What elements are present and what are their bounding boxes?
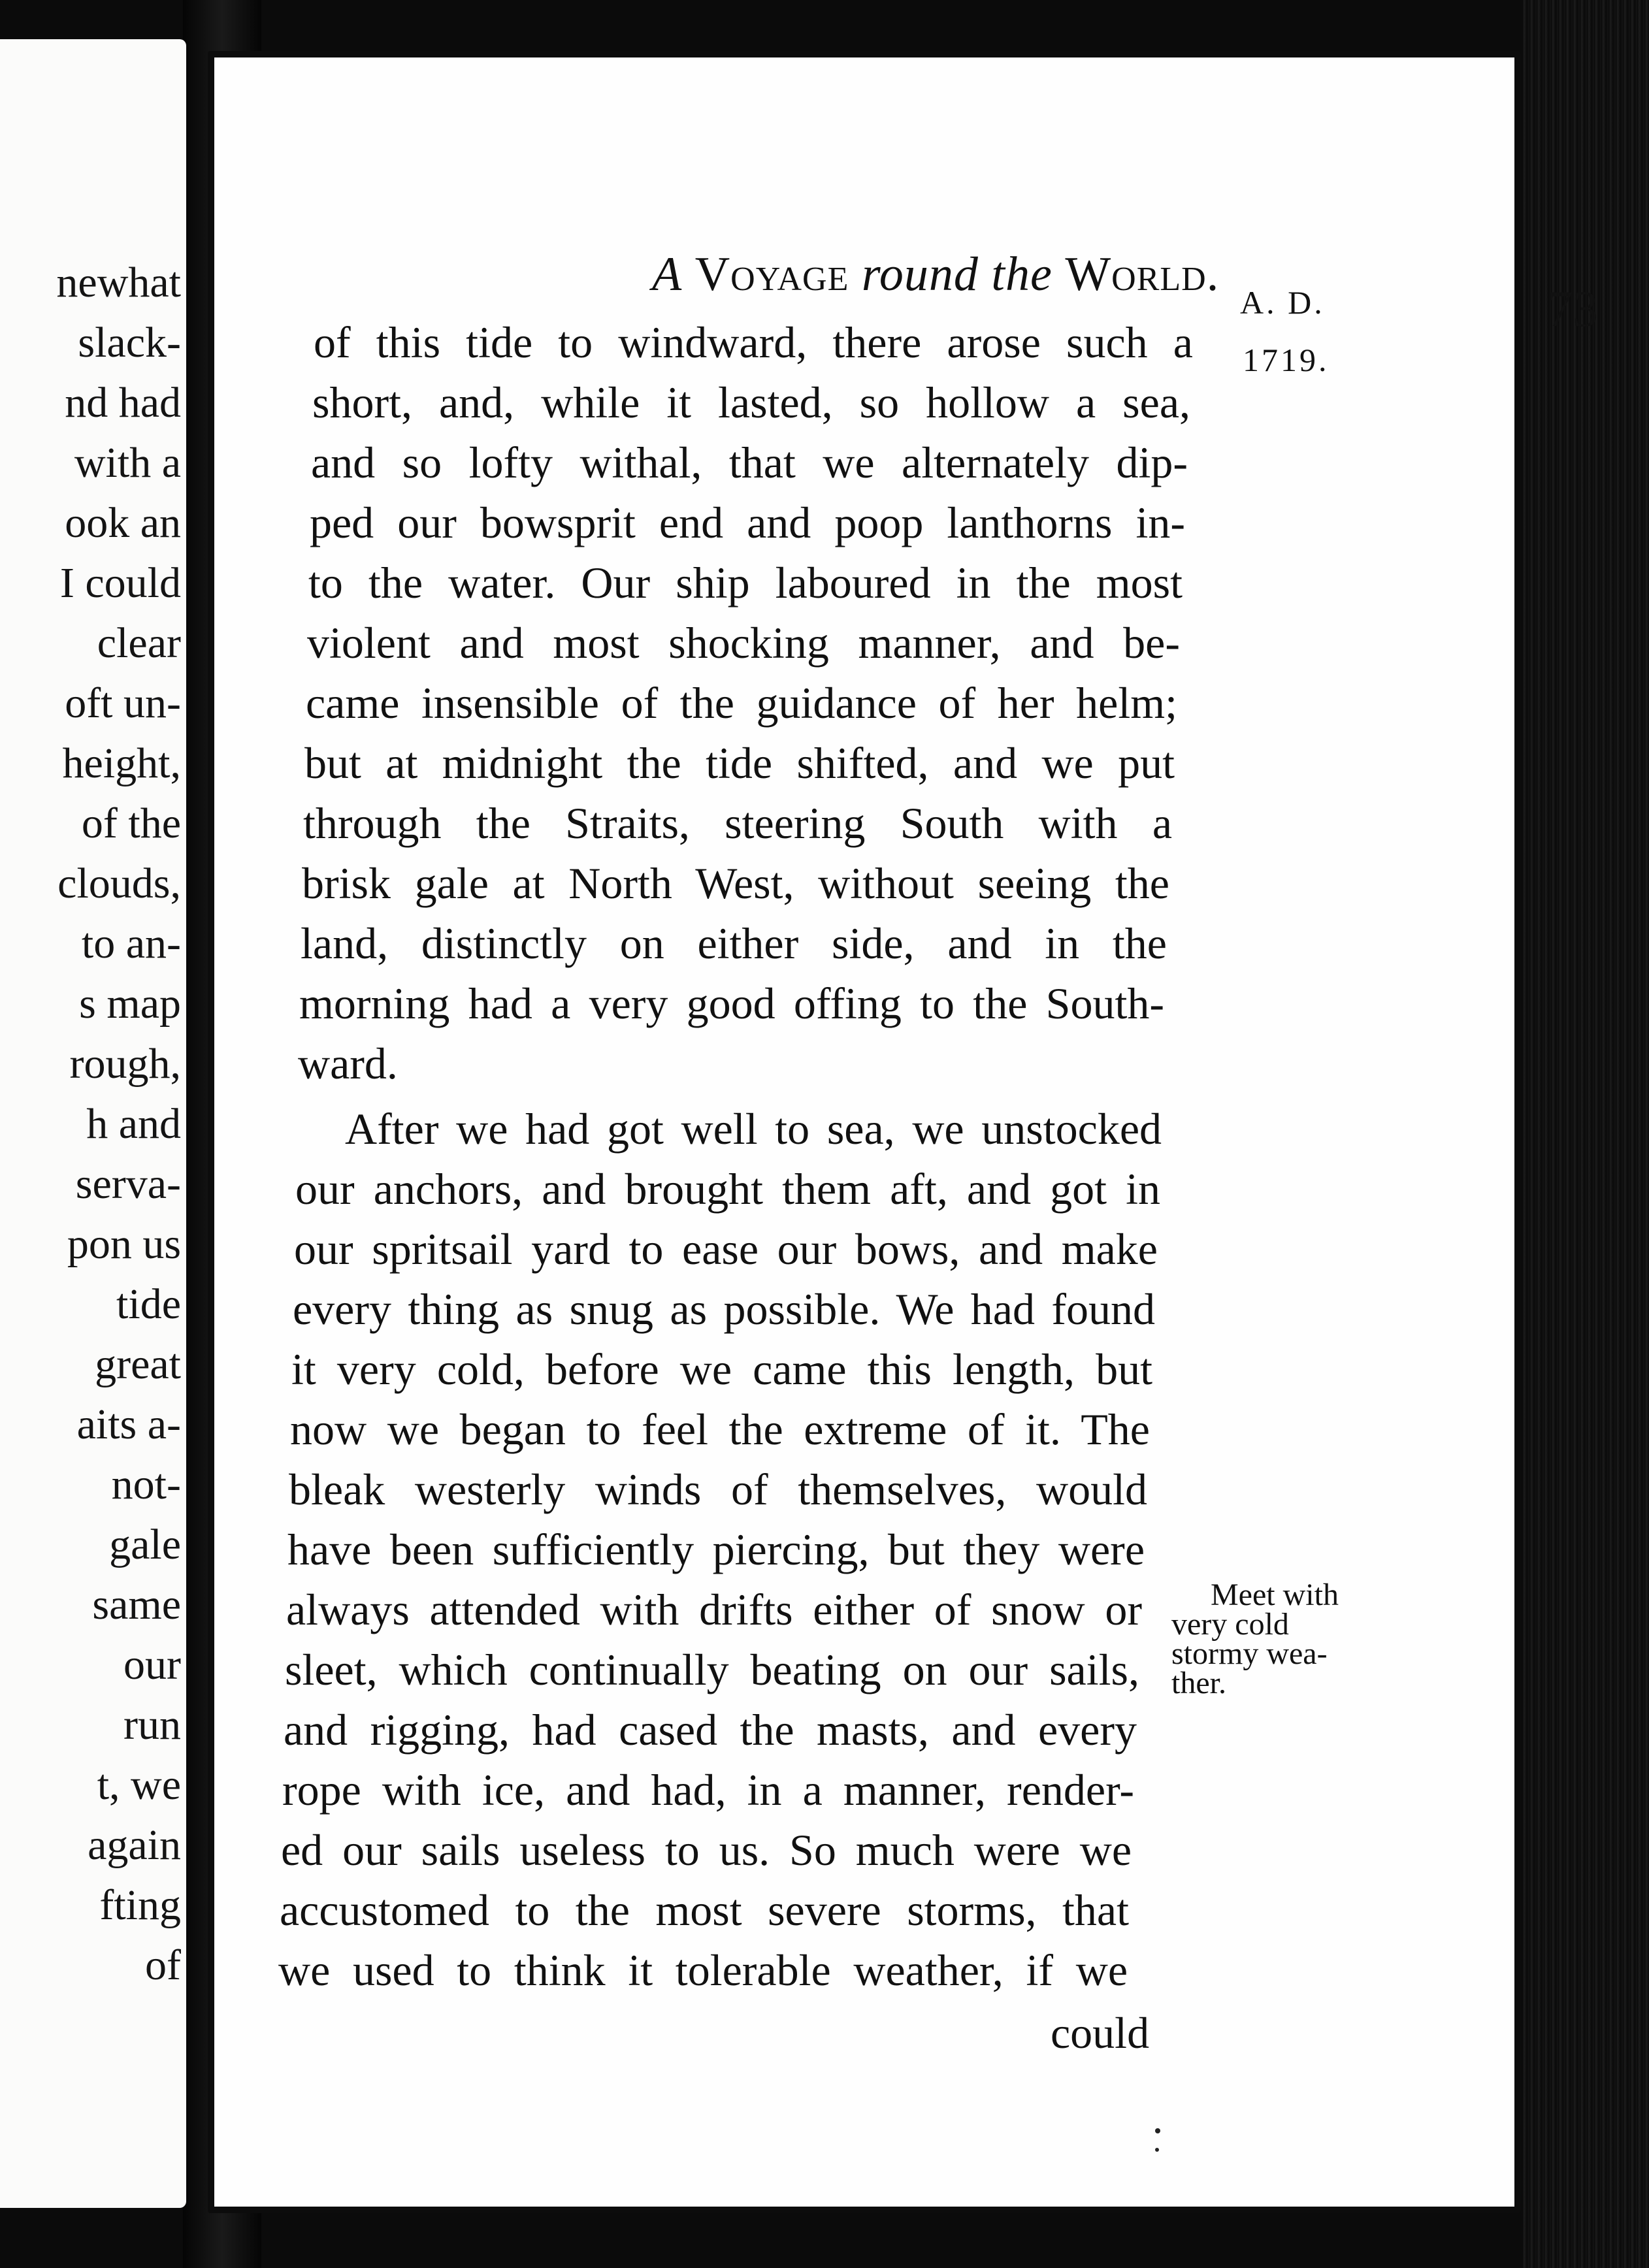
left-page-line: t, we (97, 1761, 181, 1809)
left-page-line: run (123, 1701, 181, 1749)
body-line: our spritsail yard to ease our bows, and make (294, 1224, 1158, 1274)
left-page-line: pon us (67, 1220, 181, 1268)
left-page-line: gale (109, 1521, 181, 1568)
margin-note-line: ther. (1171, 1666, 1226, 1700)
body-line: short, and, while it lasted, so hollow a sea, (312, 378, 1190, 427)
left-page-line: nd had (65, 379, 181, 427)
body-line: always attended with drifts either of snow or (286, 1585, 1142, 1634)
ink-speck (1155, 2148, 1159, 2152)
body-line: ed our sails useless to us. So much were we (281, 1825, 1132, 1875)
left-page-line: newhat (56, 259, 181, 306)
body-line: and rigging, had cased the masts, and every (284, 1705, 1137, 1755)
left-page-line: fting (99, 1881, 181, 1929)
body-line: land, distinctly on either side, and in the (301, 918, 1167, 968)
left-page-line: s map (79, 980, 181, 1028)
left-page (0, 39, 186, 2208)
body-line: bleak westerly winds of themselves, would (289, 1465, 1147, 1514)
body-line-paragraph-start: After we had got well to sea, we unstocked (345, 1104, 1162, 1154)
body-line: morning had a very good offing to the South- (299, 979, 1164, 1028)
ink-speck (1155, 2128, 1160, 2133)
running-head-middle: round the (861, 248, 1053, 301)
left-page-line: rough, (69, 1040, 181, 1088)
body-line: accustomed to the most severe storms, that (280, 1885, 1129, 1935)
body-line: of this tide to windward, there arose such a (314, 317, 1193, 367)
margin-date-era: A. D. (1240, 284, 1325, 321)
body-line: and so lofty withal, that we alternately dip- (311, 438, 1188, 487)
left-page-line: slack- (78, 319, 181, 366)
left-page-line: clouds, (57, 860, 181, 907)
left-page-line: not- (111, 1461, 181, 1508)
left-page-line: of (145, 1941, 181, 1989)
body-line: to the water. Our ship laboured in the most (308, 558, 1183, 608)
body-line: ward. (298, 1039, 398, 1088)
body-line: ped our bowsprit end and poop lanthorns in- (310, 498, 1185, 547)
left-page-line: oft un- (65, 679, 181, 727)
body-line: sleet, which continually beating on our sails, (285, 1645, 1139, 1694)
left-page-line: same (92, 1581, 181, 1628)
left-page-line: of the (81, 800, 181, 847)
body-line: brisk gale at North West, without seeing the (302, 858, 1169, 908)
body-line: every thing as snug as possible. We had found (293, 1284, 1155, 1334)
left-page-line: h and (86, 1100, 181, 1148)
page-number: 73 (1547, 280, 1598, 337)
running-head-voyage: Voyage (694, 248, 849, 301)
left-page-line: clear (97, 619, 181, 667)
margin-note-line: very cold (1171, 1607, 1289, 1642)
running-head-article: A (652, 248, 683, 301)
margin-note-line: stormy wea- (1171, 1636, 1328, 1671)
body-line: through the Straits, steering South with a (303, 798, 1172, 848)
body-line: violent and most shocking manner, and be- (307, 618, 1180, 668)
left-page-line: with a (74, 439, 181, 487)
left-page-line: ook an (65, 499, 181, 547)
left-page-line: height, (62, 739, 181, 787)
body-line: we used to think it tolerable weather, if we (278, 1945, 1128, 1995)
body-line: but at midnight the tide shifted, and we put (304, 738, 1175, 788)
margin-note-line: Meet with (1211, 1578, 1339, 1612)
left-page-line: tide (116, 1280, 181, 1328)
left-page-line: serva- (75, 1160, 181, 1208)
left-page-line: aits a- (76, 1401, 181, 1448)
left-page-line: I could (59, 559, 181, 607)
body-line: have been sufficiently piercing, but they were (287, 1525, 1145, 1574)
left-page-line: again (88, 1821, 181, 1869)
margin-date-year: 1719. (1243, 342, 1330, 378)
body-line: now we began to feel the extreme of it. The (290, 1404, 1150, 1454)
body-line: our anchors, and brought them aft, and got in (295, 1164, 1160, 1214)
left-page-line: to an- (81, 920, 181, 967)
left-page-line: great (95, 1340, 181, 1388)
binding-edge (1522, 0, 1649, 2268)
book-page (208, 51, 1598, 2213)
body-line: came insensible of the guidance of her helm; (306, 678, 1177, 728)
running-head-world: World. (1065, 248, 1220, 301)
body-line: rope with ice, and had, in a manner, render- (282, 1765, 1134, 1815)
body-line: it very cold, before we came this length, but (291, 1344, 1152, 1394)
catchword: could (1051, 2008, 1150, 2058)
left-page-line: our (123, 1641, 181, 1689)
running-head (652, 247, 1219, 302)
